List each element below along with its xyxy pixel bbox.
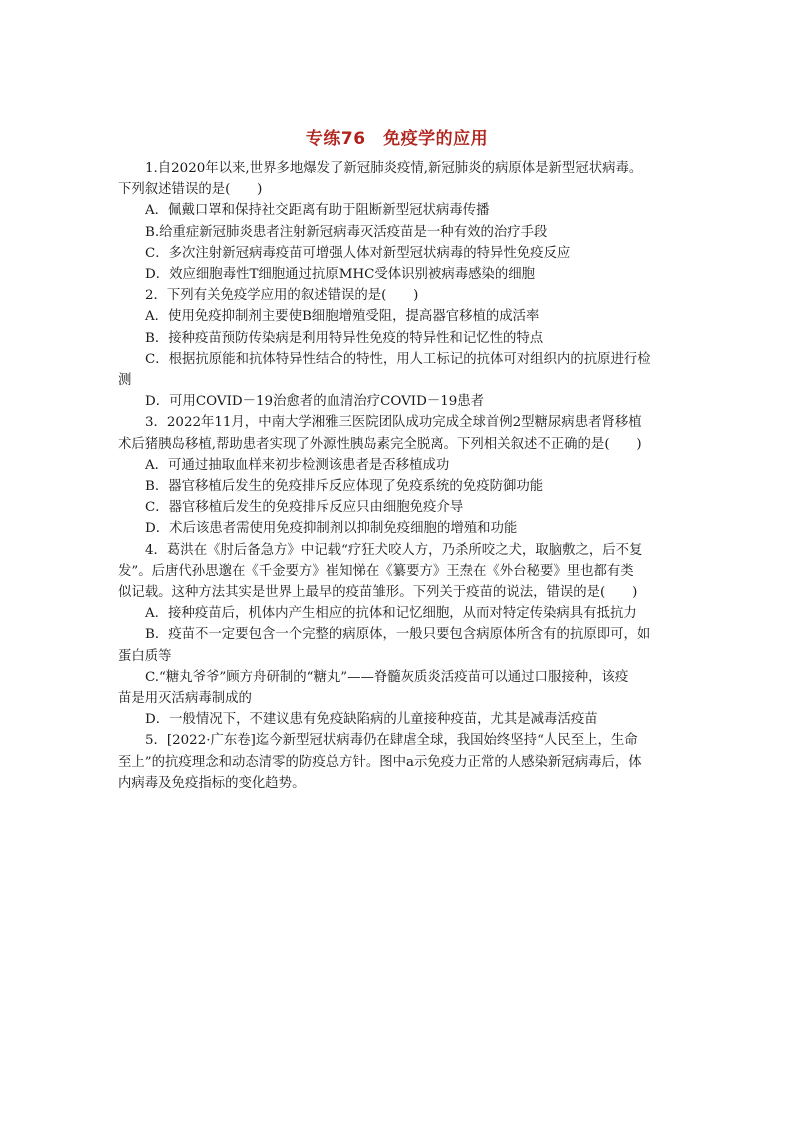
text-line: B.给重症新冠肺炎患者注射新冠病毒灭活疫苗是一种有效的治疗手段 — [145, 224, 548, 240]
text-line: 3．2022年11月，中南大学湘雅三医院团队成功完成全球首例2型糖尿病患者肾移植 — [145, 415, 642, 431]
text-line: 测 — [118, 373, 132, 389]
text-line: D．效应细胞毒性T细胞通过抗原MHC受体识别被病毒感染的细胞 — [145, 267, 536, 283]
text-line: B．接种疫苗预防传染病是利用特异性免疫的特异性和记忆性的特点 — [145, 330, 544, 346]
text-line: D．术后该患者需使用免疫抑制剂以抑制免疫细胞的增殖和功能 — [145, 521, 518, 537]
text-line: 至上”的抗疫理念和动态清零的防疫总方针。图中a示免疫力正常的人感染新冠病毒后，体 — [118, 754, 642, 770]
text-line: A．使用免疫抑制剂主要使B细胞增殖受阻，提高器官移植的成活率 — [145, 309, 540, 325]
text-line: 4．葛洪在《肘后备急方》中记载“疗狂犬咬人方，乃杀所咬之犬，取脑敷之，后不复 — [145, 542, 643, 558]
text-line: C．多次注射新冠病毒疫苗可增强人体对新型冠状病毒的特异性免疫反应 — [145, 245, 571, 261]
text-line: A．佩戴口罩和保持社交距离有助于阻断新型冠状病毒传播 — [145, 203, 490, 219]
text-line: D．一般情况下，不建议患有免疫缺陷病的儿童接种疫苗，尤其是减毒活疫苗 — [145, 712, 598, 728]
text-line: 内病毒及免疫指标的变化趋势。 — [118, 775, 306, 791]
text-line: 似记载。这种方法其实是世界上最早的疫苗雏形。下列关于疫苗的说法，错误的是( ) — [118, 585, 638, 601]
text-line: 1.自2020年以来,世界多地爆发了新冠肺炎疫情,新冠肺炎的病原体是新型冠状病毒。 — [145, 161, 643, 176]
text-line: C．根据抗原能和抗体特异性结合的特性，用人工标记的抗体可对组织内的抗原进行检 — [145, 351, 651, 367]
text-line: 蛋白质等 — [118, 648, 172, 664]
page-title: 专练76 免疫学的应用 — [305, 129, 489, 149]
text-line: 发”。后唐代孙思邈在《千金要方》崔知悌在《纂要方》王焘在《外台秘要》里也都有类 — [118, 563, 634, 579]
text-line: C．器官移植后发生的免疫排斥反应只由细胞免疫介导 — [145, 500, 464, 516]
text-line: A．接种疫苗后，机体内产生相应的抗体和记忆细胞，从而对特定传染病具有抵抗力 — [145, 606, 637, 622]
text-line: 下列叙述错误的是( ) — [118, 182, 263, 198]
question-body — [118, 158, 686, 794]
text-line: 术后猪胰岛移植,帮助患者实现了外源性胰岛素完全脱离。下列相关叙述不正确的是( ) — [118, 436, 642, 452]
text-line: B．疫苗不一定要包含一个完整的病原体，一般只要包含病原体所含有的抗原即可，如 — [145, 627, 651, 643]
text-line: D．可用COVID－19治愈者的血清治疗COVID－19患者 — [145, 394, 485, 410]
text-line: 2．下列有关免疫学应用的叙述错误的是( ) — [145, 288, 419, 304]
text-line: C.“糖丸爷爷”顾方舟研制的“糖丸”——脊髓灰质炎活疫苗可以通过口服接种，该疫 — [145, 669, 629, 685]
text-line: B．器官移植后发生的免疫排斥反应体现了免疫系统的免疫防御功能 — [145, 479, 544, 495]
text-line: 苗是用灭活病毒制成的 — [118, 691, 252, 707]
text-line: 5．[2022·广东卷]迄今新型冠状病毒仍在肆虐全球，我国始终坚持“人民至上，生命 — [145, 733, 638, 749]
text-line: A．可通过抽取血样来初步检测该患者是否移植成功 — [145, 457, 450, 473]
